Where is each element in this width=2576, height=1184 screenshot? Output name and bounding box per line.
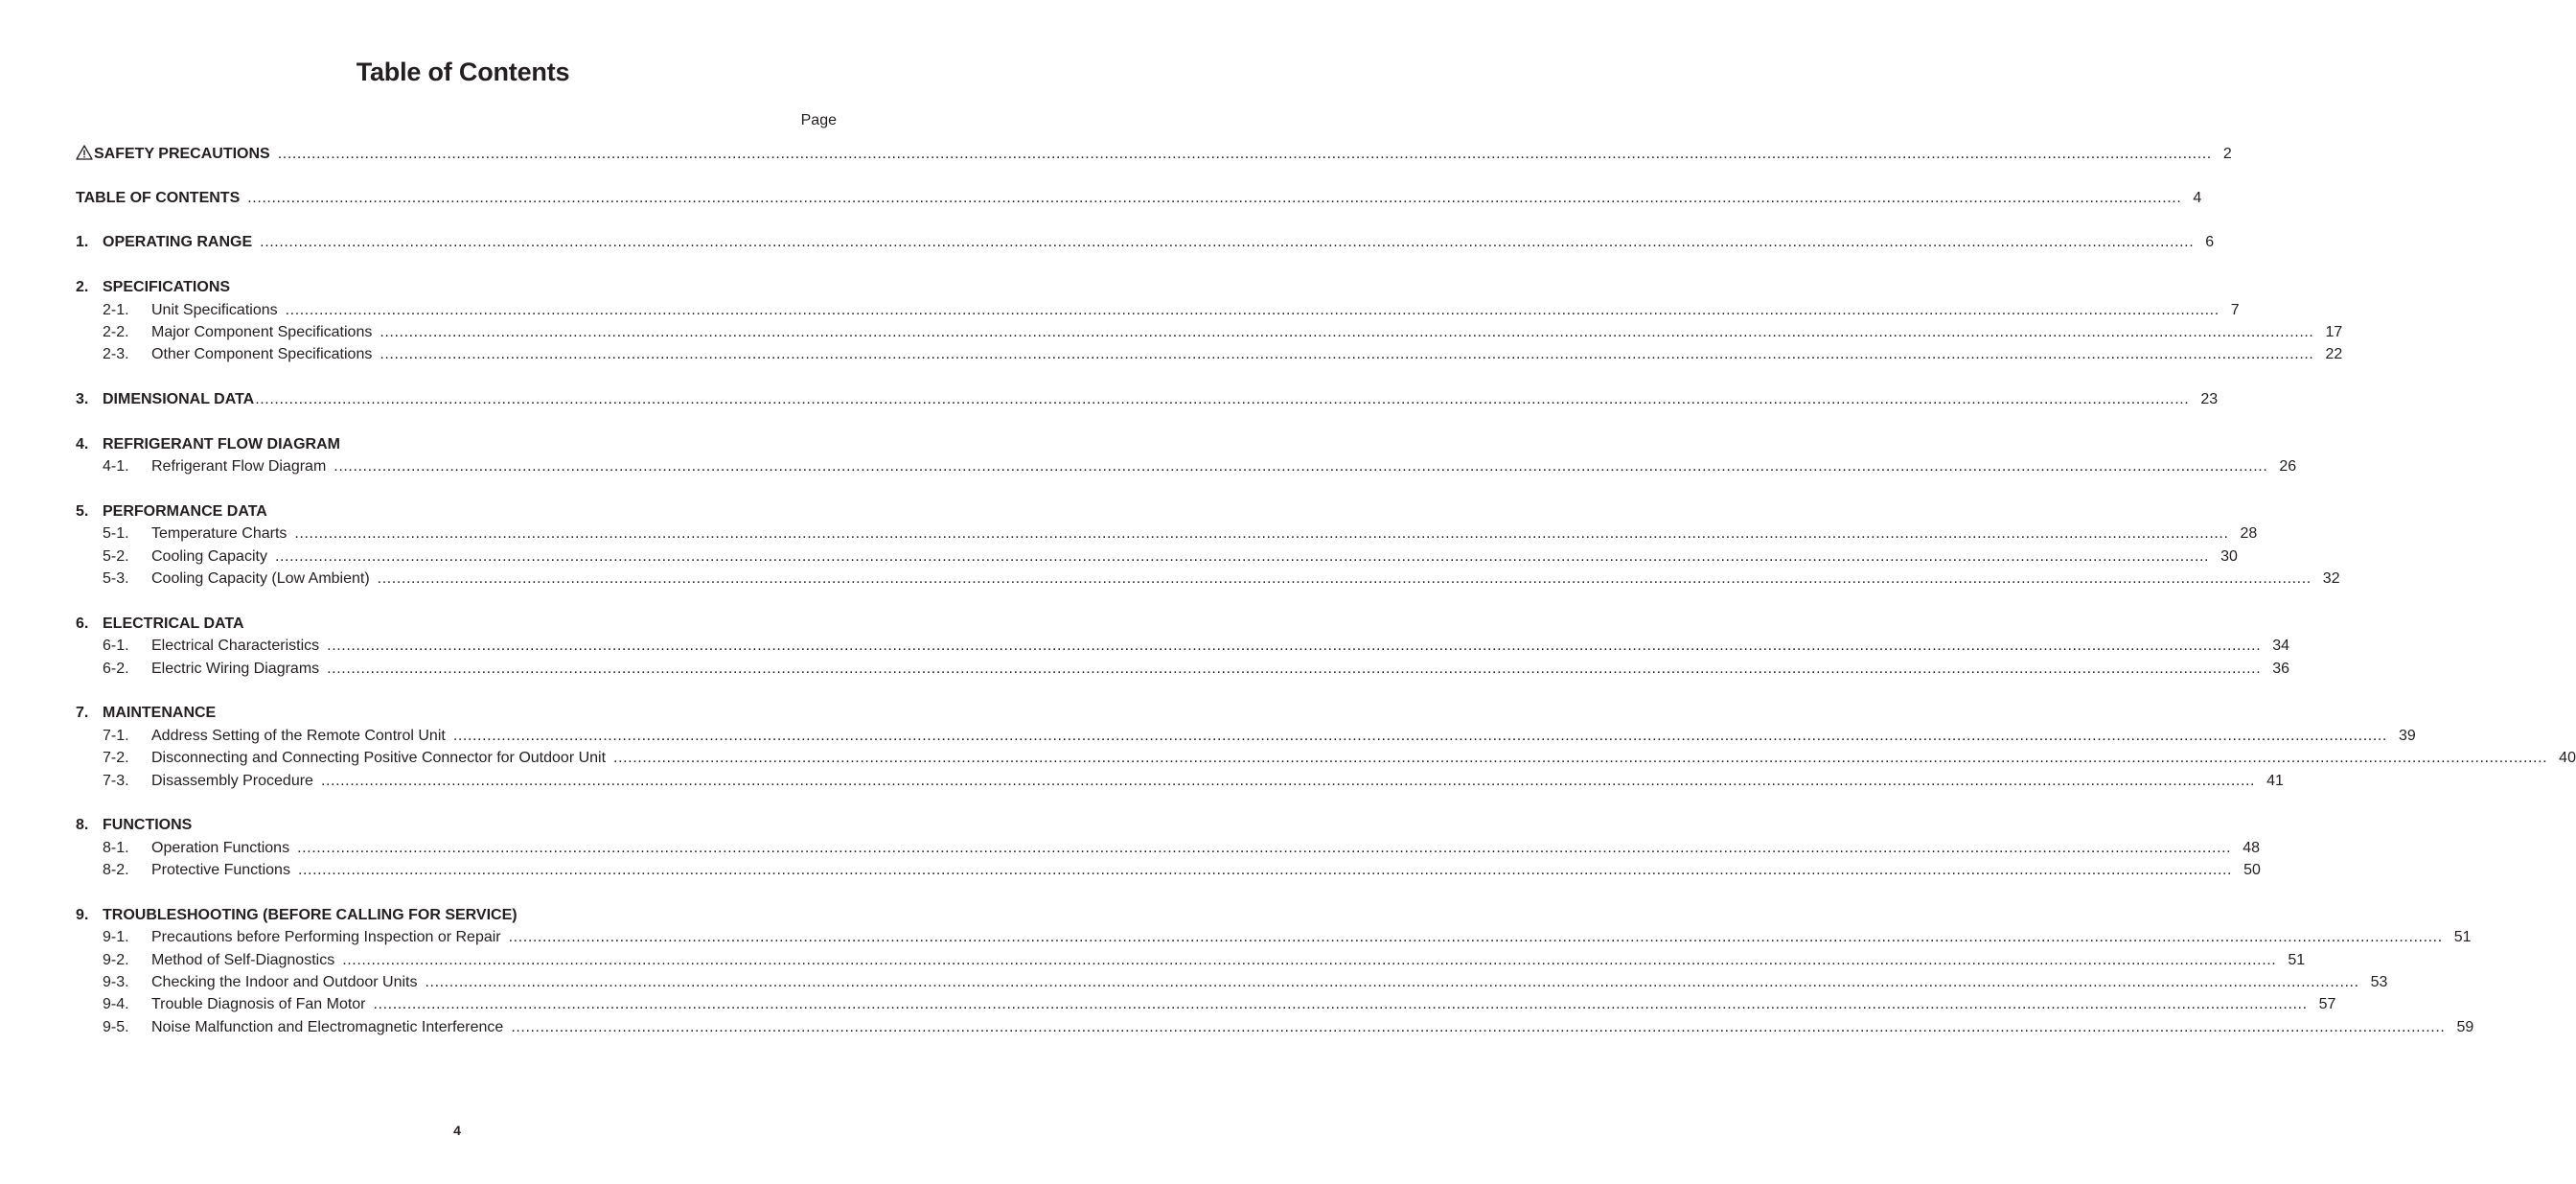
toc-page-number: 50: [2243, 862, 2261, 878]
toc-entry-number: 2-2.: [103, 324, 129, 340]
toc-page-number: 48: [2242, 840, 2260, 856]
toc-section-entry: [76, 143, 2232, 164]
toc-entry-number: 8-2.: [103, 862, 129, 878]
toc-page-number: 59: [2456, 1019, 2474, 1035]
toc-entry-heading: [103, 927, 501, 948]
toc-page-number: 36: [2272, 661, 2290, 677]
toc-page-number: 17: [2325, 324, 2343, 340]
toc-subsection-entry: [103, 636, 2290, 657]
toc-entry-heading: [76, 188, 240, 209]
dot-leader: ................................................................................................................................................................................................................................................................................................................................................................................................................: [327, 638, 2262, 654]
toc-page-number: 53: [2370, 974, 2388, 990]
toc-entry-number: 9-3.: [103, 974, 129, 990]
toc-entry-heading: [103, 748, 606, 769]
toc-entry-number: 5.: [76, 503, 89, 520]
toc-section-entry: [76, 501, 838, 522]
toc-subsection-entry: [103, 322, 2343, 343]
toc-entry-number: 7.: [76, 705, 89, 721]
dot-leader: ................................................................................................................................................................................................................................................................................................................................................................................................................: [452, 728, 2387, 744]
toc-subsection-entry: [103, 748, 2576, 769]
warning-triangle-icon: [76, 145, 93, 160]
toc-entry-heading: [103, 344, 372, 365]
toc-page-number: 7: [2230, 302, 2240, 318]
toc-entry-number: 9-2.: [103, 952, 129, 968]
toc-entry-heading: [103, 860, 290, 881]
toc-page-number: 40: [2559, 750, 2576, 766]
toc-entry-number: 5-3.: [103, 570, 129, 587]
toc-subsection-entry: [103, 860, 2261, 881]
toc-section-entry: [76, 277, 838, 298]
toc-entry-title: MAINTENANCE: [103, 705, 217, 721]
dot-leader: ................................................................................................................................................................................................................................................................................................................................................................................................................: [297, 840, 2232, 856]
toc-entry-heading: [103, 950, 334, 971]
toc-entry-title: REFRIGERANT FLOW DIAGRAM: [103, 436, 340, 453]
toc-section-entry: [76, 703, 838, 724]
dot-leader: ................................................................................................................................................................................................................................................................................................................................................................................................................: [297, 862, 2233, 878]
toc-page-number: 23: [2200, 391, 2219, 407]
toc-subsection-entry: [103, 771, 2284, 792]
dot-leader: ................................................................................................................................................................................................................................................................................................................................................................................................................: [294, 525, 2229, 542]
toc-page-number: 57: [2318, 996, 2336, 1012]
page-column-header: Page: [800, 112, 837, 128]
toc-subsection-entry: [103, 569, 2340, 590]
toc-entry-number: 8.: [76, 817, 89, 833]
toc-subsection-entry: [103, 950, 2306, 971]
toc-subsection-entry: [103, 523, 2258, 545]
dot-leader: ................................................................................................................................................................................................................................................................................................................................................................................................................: [320, 773, 2256, 789]
toc-subsection-entry: [103, 546, 2238, 568]
toc-entry-number: 2.: [76, 279, 89, 295]
toc-entry-title: Major Component Specifications: [151, 324, 373, 340]
toc-entry-heading: [103, 972, 418, 993]
toc-subsection-entry: [103, 927, 2472, 948]
toc-entry-title: TABLE OF CONTENTS: [76, 190, 241, 206]
toc-entry-number: 2-3.: [103, 346, 129, 362]
dot-leader: ................................................................................................................................................................................................................................................................................................................................................................................................................: [380, 346, 2314, 362]
toc-subsection-entry: [103, 659, 2290, 680]
toc-section-entry: [76, 614, 838, 635]
toc-entry-title: Precautions before Performing Inspection or Repair: [151, 929, 501, 945]
toc-entry-title: OPERATING RANGE: [103, 234, 253, 250]
toc-entry-number: 7-3.: [103, 773, 129, 789]
dot-leader: ................................................................................................................................................................................................................................................................................................................................................................................................................: [373, 996, 2308, 1012]
toc-entry-number: 7-1.: [103, 728, 129, 744]
dot-leader: ................................................................................................................................................................................................................................................................................................................................................................................................................: [277, 146, 2212, 162]
toc-entry-title: Cooling Capacity: [151, 548, 267, 565]
toc-entry-title: Noise Malfunction and Electromagnetic Interference: [151, 1019, 504, 1035]
toc-entry-title: Electrical Characteristics: [151, 638, 320, 654]
toc-subsection-entry: [103, 994, 2336, 1015]
toc-subsection-entry: [103, 1017, 2474, 1038]
toc-entry-title: Protective Functions: [151, 862, 290, 878]
toc-entry-heading: [103, 994, 366, 1015]
toc-entry-title: ELECTRICAL DATA: [103, 615, 244, 632]
toc-page-number: 26: [2279, 458, 2297, 475]
toc-entry-heading: [76, 905, 518, 926]
toc-page-number: 6: [2205, 234, 2215, 250]
toc-entry-heading: [76, 143, 270, 165]
toc-entry-title: Electric Wiring Diagrams: [151, 661, 320, 677]
toc-entry-title: DIMENSIONAL DATA: [103, 391, 255, 407]
toc-page-number: 32: [2322, 570, 2340, 587]
toc-entry-heading: [76, 389, 254, 410]
footer-page-number: 4: [453, 1123, 461, 1138]
toc-page-number: 41: [2266, 773, 2284, 789]
toc-entry-number: 6-2.: [103, 661, 129, 677]
toc-entry-title: SAFETY PRECAUTIONS: [94, 146, 270, 162]
dot-leader: ................................................................................................................................................................................................................................................................................................................................................................................................................: [511, 1019, 2446, 1035]
toc-entry-heading: [103, 569, 370, 590]
toc-entry-number: 7-2.: [103, 750, 129, 766]
toc-entry-title: SPECIFICATIONS: [103, 279, 231, 295]
toc-entry-title: Other Component Specifications: [151, 346, 373, 362]
dot-leader: ................................................................................................................................................................................................................................................................................................................................................................................................................: [260, 234, 2195, 250]
toc-subsection-entry: [103, 456, 2297, 477]
toc-entry-heading: [103, 546, 267, 568]
toc-section-entry: [76, 434, 838, 455]
dot-leader: ................................................................................................................................................................................................................................................................................................................................................................................................................: [377, 570, 2312, 587]
toc-entry-number: 4-1.: [103, 458, 129, 475]
toc-section-entry: [76, 389, 2219, 410]
toc-entry-number: 9-1.: [103, 929, 129, 945]
dot-leader: ................................................................................................................................................................................................................................................................................................................................................................................................................: [380, 324, 2314, 340]
dot-leader: ................................................................................................................................................................................................................................................................................................................................................................................................................: [342, 952, 2277, 968]
toc-entry-number: 5-2.: [103, 548, 129, 565]
dot-leader: ................................................................................................................................................................................................................................................................................................................................................................................................................: [274, 548, 2210, 565]
toc-entry-heading: [76, 232, 252, 253]
toc-subsection-entry: [103, 838, 2260, 859]
toc-page-number: 30: [2220, 548, 2238, 565]
toc-entry-title: Disconnecting and Connecting Positive Connector for Outdoor Unit: [151, 750, 607, 766]
toc-subsection-entry: [103, 344, 2343, 365]
toc-entry-heading: [103, 659, 319, 680]
toc-entry-number: 9-5.: [103, 1019, 129, 1035]
toc-section-entry: [76, 232, 2215, 253]
toc-entry-title: PERFORMANCE DATA: [103, 503, 267, 520]
toc-entry-number: 4.: [76, 436, 89, 453]
toc-entry-title: Unit Specifications: [151, 302, 278, 318]
toc-page-number: 39: [2398, 728, 2416, 744]
toc-page-number: 51: [2288, 952, 2306, 968]
toc-entry-title: FUNCTIONS: [103, 817, 193, 833]
toc-entry-title: Address Setting of the Remote Control Unit: [151, 728, 446, 744]
toc-entry-title: Method of Self-Diagnostics: [151, 952, 335, 968]
toc-entry-number: 3.: [76, 391, 89, 407]
toc-entry-title: Cooling Capacity (Low Ambient): [151, 570, 370, 587]
toc-page-number: 22: [2325, 346, 2343, 362]
toc-entry-title: Checking the Indoor and Outdoor Units: [151, 974, 418, 990]
toc-entry-title: Refrigerant Flow Diagram: [151, 458, 327, 475]
toc-section-entry: [76, 905, 838, 926]
toc-subsection-entry: [103, 972, 2388, 993]
toc-entry-heading: [103, 300, 278, 321]
toc-entry-number: 1.: [76, 234, 89, 250]
toc-entry-heading: [103, 322, 372, 343]
toc-entry-heading: [76, 434, 340, 455]
dot-leader: ................................................................................................................................................................................................................................................................................................................................................................................................................: [508, 929, 2443, 945]
toc-page-number: 4: [2193, 190, 2202, 206]
toc-subsection-entry: [103, 300, 2240, 321]
toc-entry-title: Operation Functions: [151, 840, 290, 856]
toc-entry-heading: [103, 726, 446, 747]
toc-entry-heading: [103, 456, 326, 477]
toc-entry-number: 2-1.: [103, 302, 129, 318]
dot-leader: ................................................................................................................................................................................................................................................................................................................................................................................................................: [327, 661, 2262, 677]
toc-entry-title: TROUBLESHOOTING (BEFORE CALLING FOR SERVICE): [103, 907, 518, 923]
dot-leader: ................................................................................................................................................................................................................................................................................................................................................................................................................: [247, 190, 2182, 206]
toc-entry-heading: [103, 523, 287, 545]
toc-entry-number: 8-1.: [103, 840, 129, 856]
dot-leader: ................................................................................................................................................................................................................................................................................................................................................................................................................: [255, 391, 2190, 407]
toc-page-number: 2: [2222, 146, 2232, 162]
toc-subsection-entry: [103, 726, 2416, 747]
toc-entry-title: Trouble Diagnosis of Fan Motor: [151, 996, 366, 1012]
toc-entry-heading: [103, 636, 319, 657]
toc-entry-heading: [103, 838, 289, 859]
toc-section-entry: [76, 815, 838, 836]
toc-entry-title: Disassembly Procedure: [151, 773, 313, 789]
dot-leader: ................................................................................................................................................................................................................................................................................................................................................................................................................: [285, 302, 2220, 318]
toc-entry-number: 6.: [76, 615, 89, 632]
dot-leader: ................................................................................................................................................................................................................................................................................................................................................................................................................: [425, 974, 2359, 990]
toc-page-number: 34: [2272, 638, 2290, 654]
toc-entry-number: 5-1.: [103, 525, 129, 542]
toc-page-number: 51: [2453, 929, 2472, 945]
toc-entry-heading: [76, 703, 216, 724]
page-title: Table of Contents: [356, 58, 570, 86]
dot-leader: ................................................................................................................................................................................................................................................................................................................................................................................................................: [613, 750, 2548, 766]
toc-entry-heading: [103, 771, 313, 792]
toc-entry-heading: [76, 277, 230, 298]
dot-leader: ................................................................................................................................................................................................................................................................................................................................................................................................................: [334, 458, 2268, 475]
toc-section-entry: [76, 188, 2202, 209]
toc-entry-heading: [76, 815, 192, 836]
toc-entry-number: 9-4.: [103, 996, 129, 1012]
toc-page-number: 28: [2240, 525, 2258, 542]
toc-entry-heading: [76, 501, 267, 522]
toc-entry-title: Temperature Charts: [151, 525, 288, 542]
toc-entry-number: 9.: [76, 907, 89, 923]
toc-entry-number: 6-1.: [103, 638, 129, 654]
toc-entry-heading: [103, 1017, 503, 1038]
toc-entry-heading: [76, 614, 244, 635]
